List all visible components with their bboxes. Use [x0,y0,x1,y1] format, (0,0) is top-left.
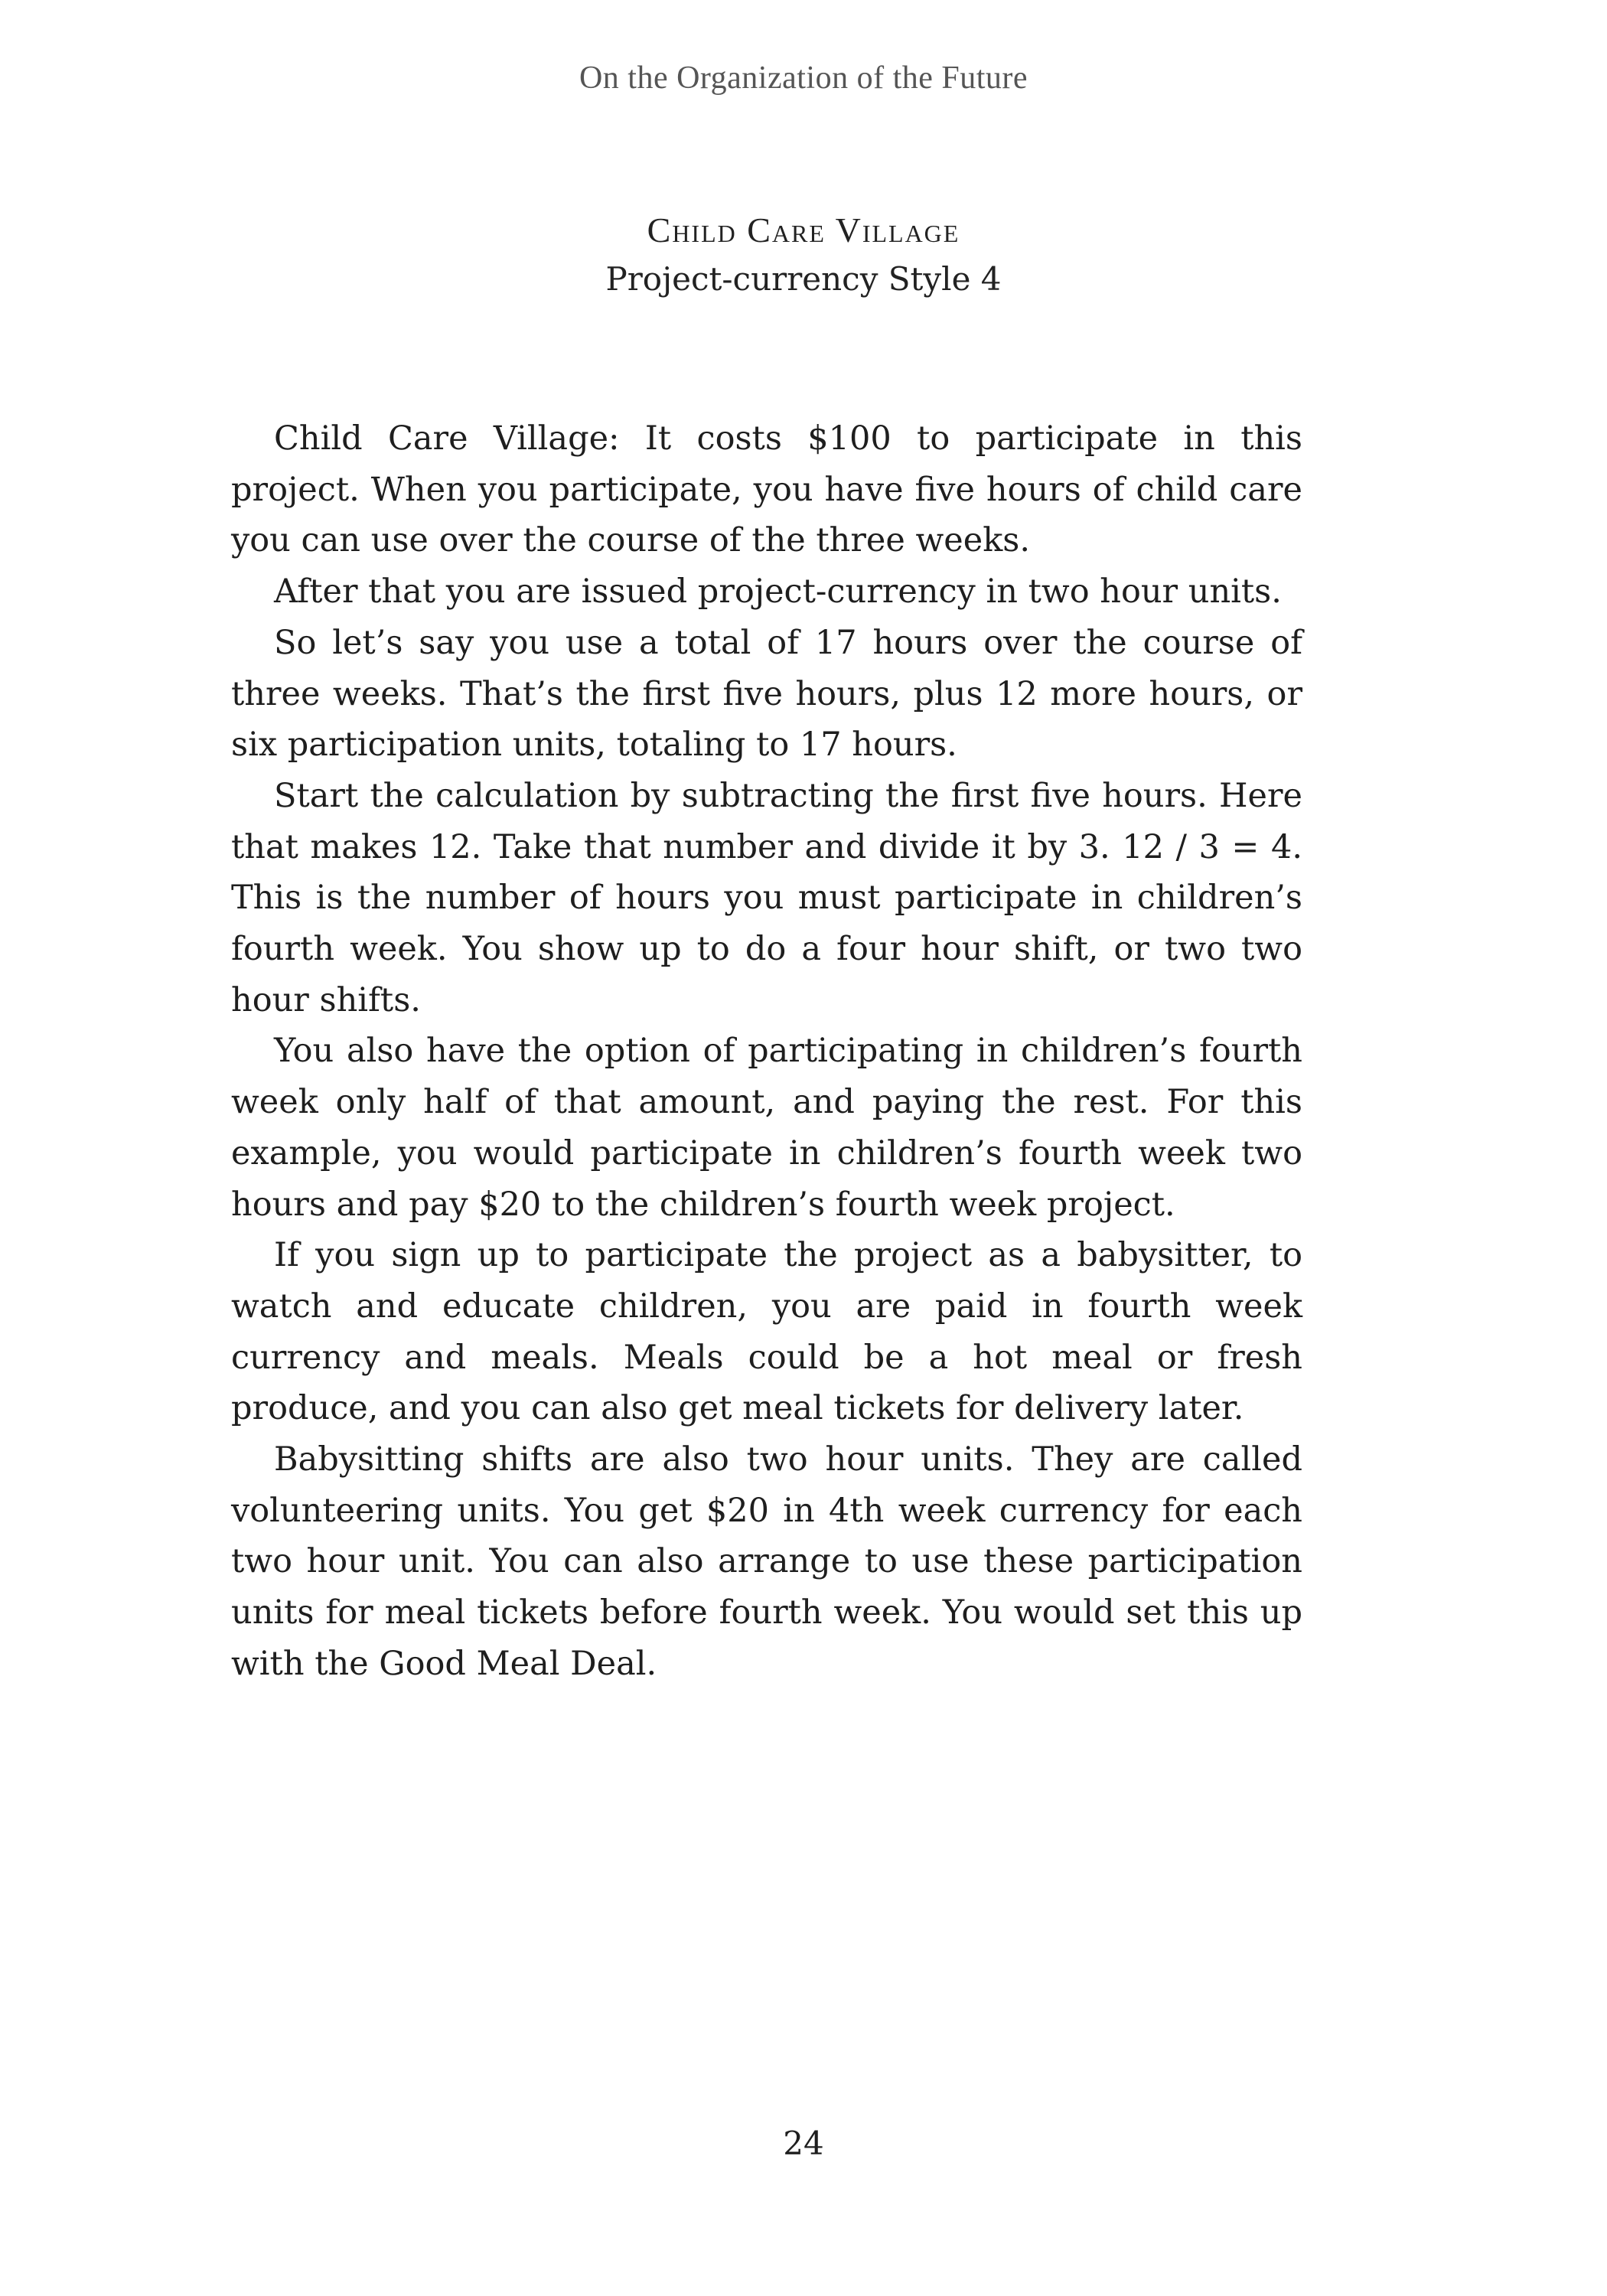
paragraph: Child Care Village: It costs $100 to participate in this project. When you participate, you have five hours of child care you can use over the course of the three weeks. [231,419,1302,560]
chapter-subtitle: Project-currency Style 4 [605,260,1002,298]
running-head: On the Organization of the Future [579,60,1028,96]
chapter-title: Child Care Village [647,210,960,249]
paragraph: If you sign up to participate the project as a babysitter, to watch and educate children, you are paid in fourth week currency and meals. Meals could be a hot meal or fresh produce, and you can also get meal tickets for delivery later. [231,1236,1302,1428]
paragraph: Start the calculation by subtracting the first five hours. Here that makes 12. Take that number and divide it by 3. 12 / 3 = 4. This is the number of hours you must participate in children’s fourth week. You show up to do a four hour shift, or two two hour shifts. [231,776,1302,1019]
paragraph: Babysitting shifts are also two hour units. They are called volunteering units. You get $20 in 4th week currency for each two hour unit. You can also arrange to use these participation units for meal tickets before fourth week. You would set this up with the Good Meal Deal. [231,1440,1302,1683]
paragraph: After that you are issued project-currency in two hour units. [274,572,1282,612]
body-text [231,413,1302,1690]
paragraph: So let’s say you use a total of 17 hours over the course of three weeks. That’s the first five hours, plus 12 more hours, or six participation units, totaling to 17 hours. [231,623,1302,765]
paragraph: You also have the option of participating in children’s fourth week only half of that amount, and paying the rest. For this example, you would participate in children’s fourth week two hours and pay $20 to the children’s fourth week project. [231,1032,1302,1224]
page-number: 24 [783,2125,824,2162]
